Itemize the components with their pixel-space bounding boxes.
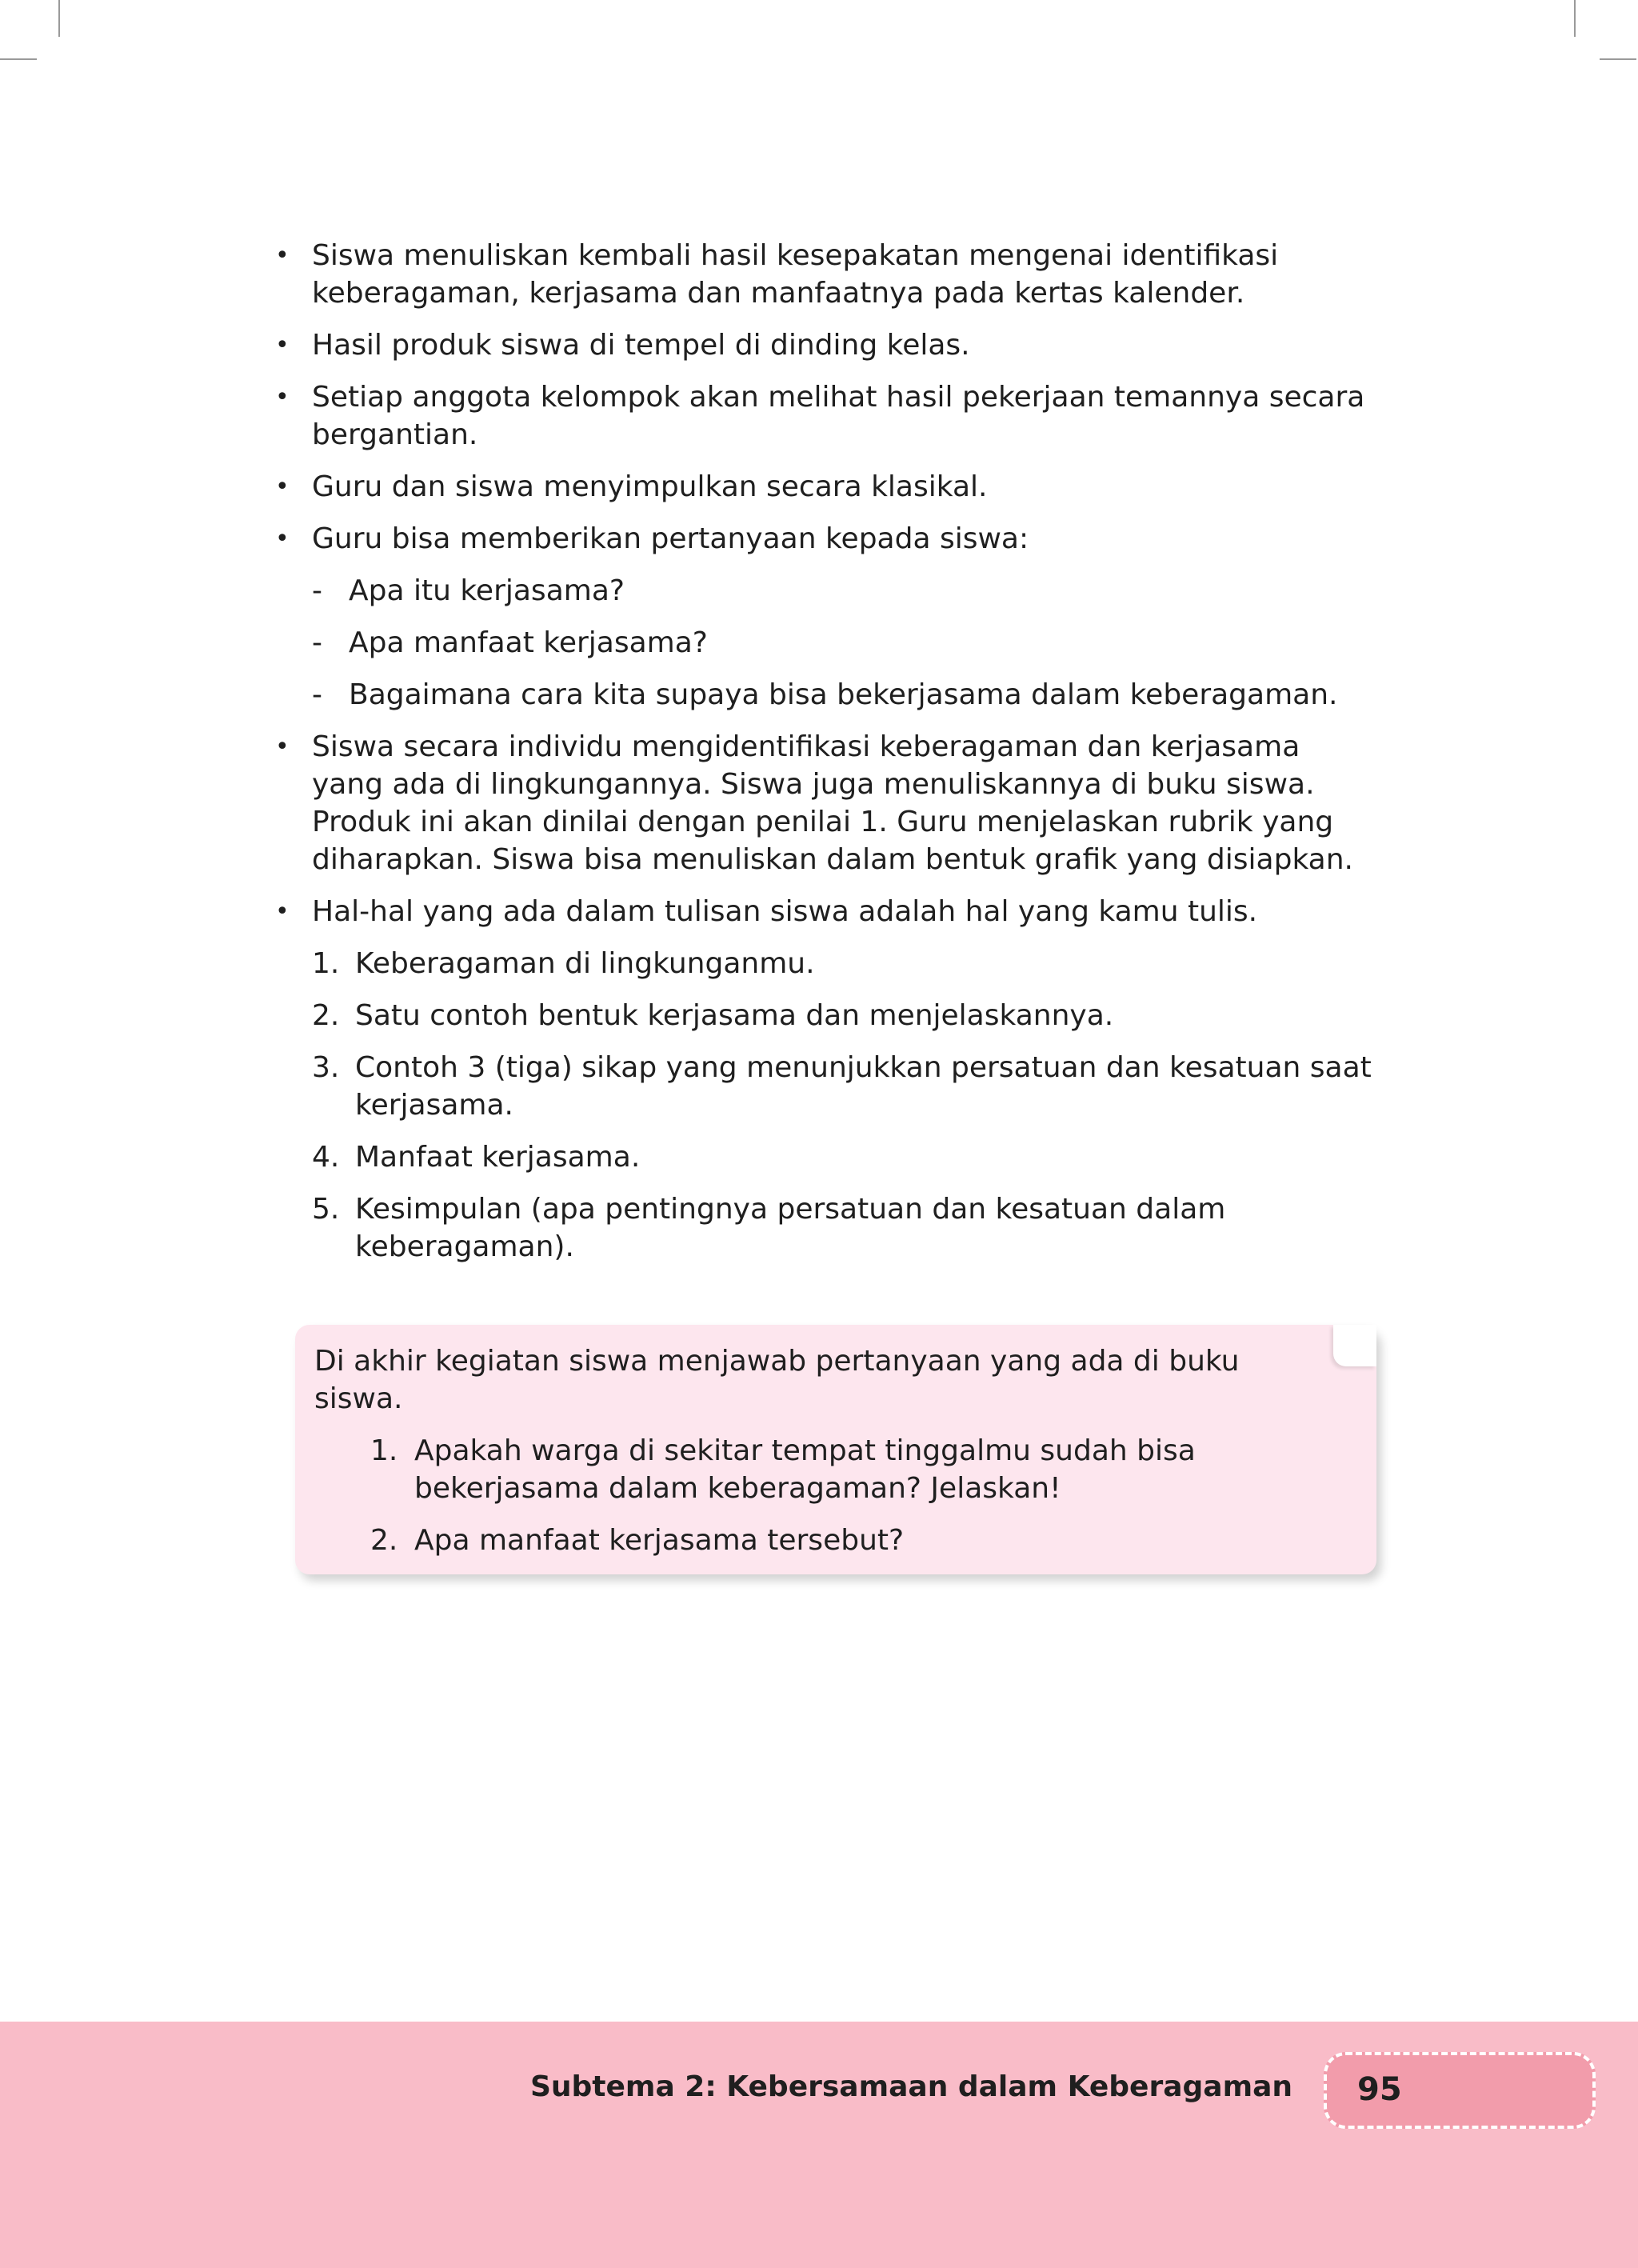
page-number-badge [1324, 2052, 1596, 2129]
numbered-item [272, 1190, 1376, 1266]
question-text: Apa manfaat kerjasama? [349, 626, 708, 659]
question-text: Apa itu kerjasama? [349, 574, 625, 607]
bullet-text: Siswa menuliskan kembali hasil kesepakatan mengenai identifikasi keberagaman, kerjasama dan manfaatnya pada kertas kalender. [312, 239, 1279, 310]
bullet-item [272, 728, 1376, 878]
number-marker: 1. [370, 1434, 398, 1467]
main-content [272, 237, 1376, 1280]
question-item [272, 676, 1376, 714]
numbered-item [272, 997, 1376, 1034]
number-marker: 2. [370, 1524, 398, 1557]
number-marker: 1. [312, 947, 340, 980]
numbered-text: Contoh 3 (tiga) sikap yang menunjukkan persatuan dan kesatuan saat kerjasama. [355, 1051, 1372, 1122]
note-box [295, 1325, 1376, 1574]
bullet-item [272, 520, 1376, 558]
number-marker: 5. [312, 1193, 340, 1226]
crop-mark [58, 0, 60, 37]
bullet-text: Guru dan siswa menyimpulkan secara klasikal. [312, 470, 988, 503]
bullet-marker: • [275, 525, 290, 553]
bullet-marker: • [275, 733, 290, 761]
bullet-marker: • [275, 331, 290, 359]
dash-marker: - [312, 574, 322, 607]
note-question-item [314, 1522, 1332, 1559]
number-marker: 2. [312, 999, 340, 1032]
page-fold-corner [1333, 1325, 1376, 1366]
bullet-text: Siswa secara individu mengidentifikasi keberagaman dan kerjasama yang ada di lingkungannya. Siswa juga menuliskannya di buku siswa. Produk ini akan dinilai dengan penilai 1. Guru menjelaskan rubrik yang diharapkan. Siswa bisa menuliskan dalam bentuk grafik yang disiapkan. [312, 730, 1353, 876]
bullet-marker: • [275, 473, 290, 501]
bullet-text: Hal-hal yang ada dalam tulisan siswa adalah hal yang kamu tulis. [312, 895, 1258, 928]
bullet-marker: • [275, 383, 290, 411]
dash-marker: - [312, 678, 322, 711]
crop-mark [1600, 58, 1636, 60]
bullet-item [272, 468, 1376, 506]
crop-mark [0, 58, 37, 60]
question-text: Bagaimana cara kita supaya bisa bekerjasama dalam keberagaman. [349, 678, 1338, 711]
note-intro: Di akhir kegiatan siswa menjawab pertanyaan yang ada di buku siswa. [314, 1345, 1240, 1415]
crop-mark [1574, 0, 1576, 37]
bullet-item [272, 378, 1376, 454]
note-question-item [314, 1432, 1332, 1507]
numbered-text: Satu contoh bentuk kerjasama dan menjelaskannya. [355, 999, 1114, 1032]
page-number: 95 [1357, 2071, 1402, 2108]
bullet-text: Guru bisa memberikan pertanyaan kepada siswa: [312, 522, 1029, 555]
numbered-text: Keberagaman di lingkunganmu. [355, 947, 815, 980]
bullet-text: Hasil produk siswa di tempel di dinding kelas. [312, 329, 970, 362]
numbered-item [272, 1049, 1376, 1124]
note-question-text: Apa manfaat kerjasama tersebut? [414, 1524, 905, 1557]
footer-subtheme-title: Subtema 2: Kebersamaan dalam Keberagaman [529, 2070, 1292, 2103]
note-question-text: Apakah warga di sekitar tempat tinggalmu sudah bisa bekerjasama dalam keberagaman? Jelaskan! [414, 1434, 1196, 1505]
numbered-text: Manfaat kerjasama. [355, 1141, 641, 1174]
numbered-text: Kesimpulan (apa pentingnya persatuan dan kesatuan dalam keberagaman). [355, 1193, 1226, 1263]
dash-marker: - [312, 626, 322, 659]
numbered-item [272, 1138, 1376, 1176]
bullet-marker: • [275, 242, 290, 270]
bullet-item [272, 237, 1376, 312]
bullet-item [272, 326, 1376, 364]
question-item [272, 572, 1376, 610]
bullet-text: Setiap anggota kelompok akan melihat hasil pekerjaan temannya secara bergantian. [312, 381, 1365, 451]
numbered-item [272, 945, 1376, 982]
question-item [272, 624, 1376, 662]
bullet-marker: • [275, 898, 290, 926]
number-marker: 4. [312, 1141, 340, 1174]
number-marker: 3. [312, 1051, 340, 1084]
bullet-item [272, 893, 1376, 930]
